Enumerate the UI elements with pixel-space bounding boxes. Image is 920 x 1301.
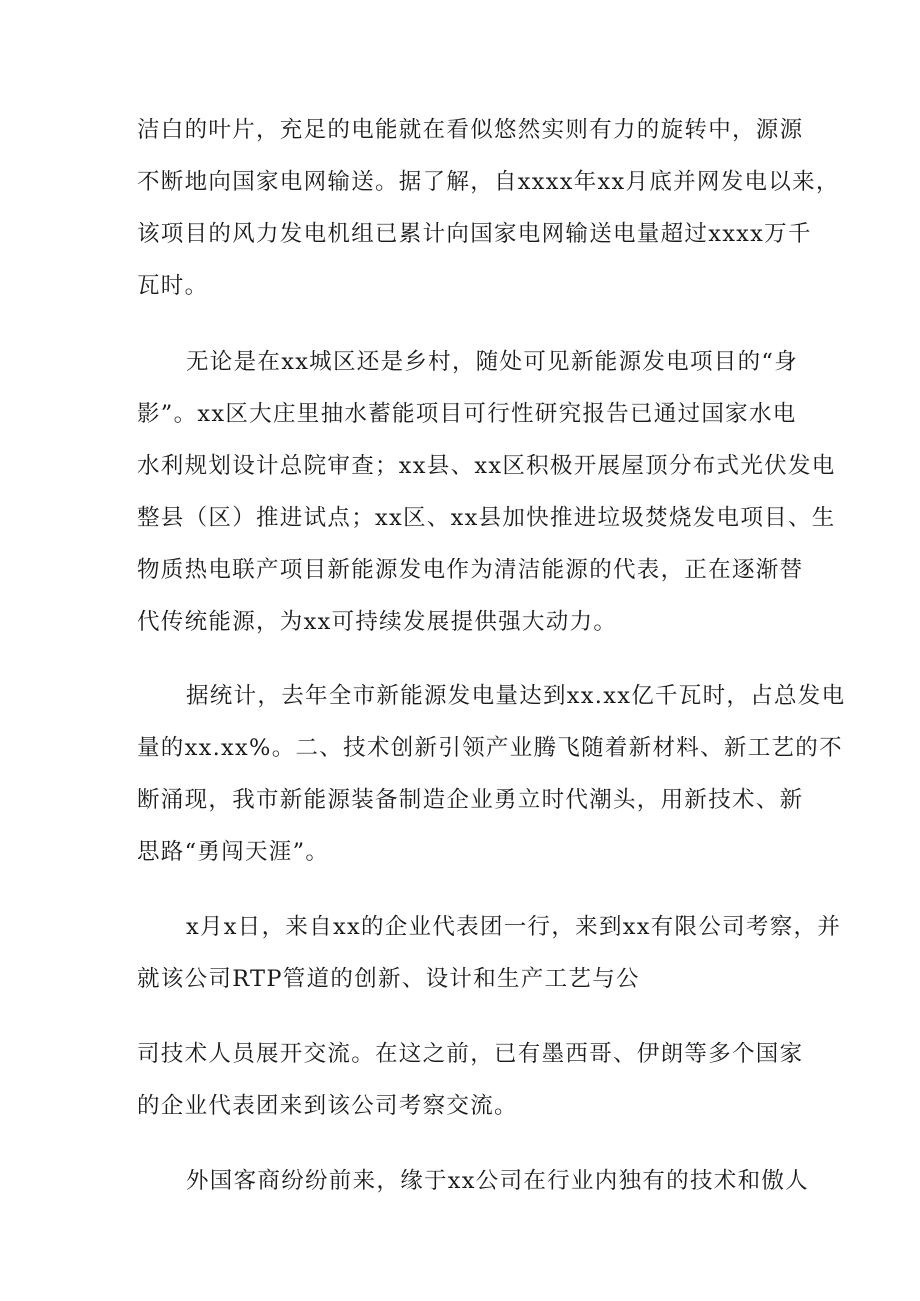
paragraph-2-line-5: 物质热电联产项目新能源发电作为清洁能源的代表，正在逐渐替 [137,557,804,583]
paragraph-2-line-2: 影”。xx区大庄里抽水蓄能项目可行性研究报告已通过国家水电 [137,401,797,427]
paragraph-1-line-1: 洁白的叶片，充足的电能就在看似悠然实则有力的旋转中，源源 [137,117,804,143]
paragraph-2-line-4: 整县（区）推进试点；xx区、xx县加快推进垃圾焚烧发电项目、生 [137,505,836,531]
paragraph-2-line-3: 水利规划设计总院审查；xx县、xx区积极开展屋顶分布式光伏发电 [137,453,836,479]
paragraph-1-line-3: 该项目的风力发电机组已累计向国家电网输送电量超过xxxx万千 [137,221,812,247]
paragraph-3-line-4: 思路“勇闯天涯”。 [137,839,330,865]
paragraph-3-line-1: 据统计，去年全市新能源发电量达到xx.xx亿千瓦时，占总发电 [186,683,846,709]
paragraph-2-line-6: 代传统能源，为xx可持续发展提供强大动力。 [137,609,618,635]
paragraph-4-line-1: x月x日，来自xx的企业代表团一行，来到xx有限公司考察，并 [186,914,842,940]
paragraph-1-line-2: 不断地向国家电网输送。据了解，自xxxx年xx月底并网发电以来， [137,169,840,195]
paragraph-1-line-4: 瓦时。 [137,273,209,299]
paragraph-5-line-2: 的企业代表团来到该公司考察交流。 [137,1093,518,1119]
paragraph-3-line-2: 量的xx.xx%。二、技术创新引领产业腾飞随着新材料、新工艺的不 [137,735,843,761]
paragraph-5-line-1: 司技术人员展开交流。在这之前，已有墨西哥、伊朗等多个国家 [137,1041,804,1067]
paragraph-2-line-1: 无论是在xx城区还是乡村，随处可见新能源发电项目的“身 [186,349,798,375]
paragraph-6-line-1: 外国客商纷纷前来，缘于xx公司在行业内独有的技术和傲人 [186,1168,809,1194]
paragraph-3-line-3: 断涌现，我市新能源装备制造企业勇立时代潮头，用新技术、新 [137,787,804,813]
paragraph-4-line-2: 就该公司RTP管道的创新、设计和生产工艺与公 [137,966,640,992]
